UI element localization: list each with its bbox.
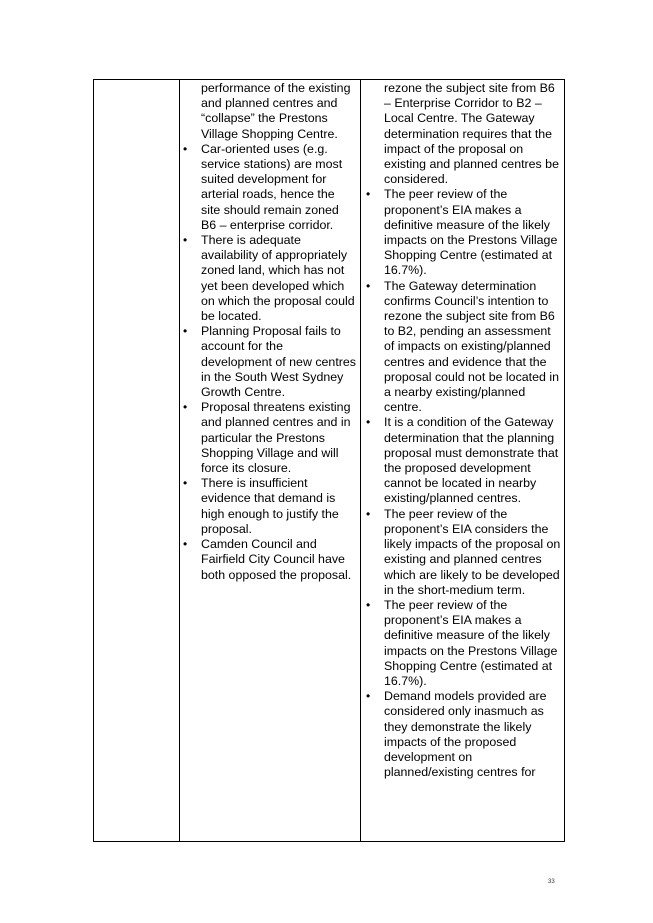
- list-item: • Camden Council and Fairfield City Council have both opposed the proposal.: [201, 537, 356, 583]
- list-item: • There is insufficient evidence that demand is high enough to justify the proposal.: [201, 476, 356, 537]
- list-item: • Proposal threatens existing and planned centres and in particular the Prestons Shopping Village and will force its closure.: [201, 400, 356, 476]
- response-continuation: rezone the subject site from B6 – Enterprise Corridor to B2 – Local Centre. The Gateway determination requires that the impact of the proposal on existing and planned centres be considered.: [384, 81, 559, 187]
- page-number: 33: [548, 879, 555, 885]
- list-item: • The peer review of the proponent’s EIA makes a definitive measure of the likely impacts on the Prestons Village Shopping Centre (estimated at 16.7%).: [384, 598, 562, 689]
- list-item: • The peer review of the proponent’s EIA makes a definitive measure of the likely impacts on the Prestons Village Shopping Centre (estimated at 16.7%).: [384, 187, 562, 278]
- issues-cell: [180, 80, 361, 842]
- issues-continuation: performance of the existing and planned centres and “collapse” the Prestons Village Shopping Centre.: [201, 81, 351, 141]
- response-list: [384, 187, 562, 780]
- list-item: • There is adequate availability of appropriately zoned land, which has not yet been developed which on which the proposal could be located.: [201, 233, 356, 324]
- issues-list: [201, 142, 356, 583]
- response-cell: [361, 80, 565, 842]
- list-item: • The Gateway determination confirms Council’s intention to rezone the subject site from B6 to B2, pending an assessment of impacts on existing/planned centres and evidence that the proposal could not be located in a nearby existing/planned centre.: [384, 279, 562, 416]
- list-item: • Demand models provided are considered only inasmuch as they demonstrate the likely impacts of the proposed development on planned/existing centres for: [384, 689, 562, 780]
- list-item: • It is a condition of the Gateway determination that the planning proposal must demonstrate that the proposed development cannot be located in nearby existing/planned centres.: [384, 415, 562, 506]
- list-item: • Planning Proposal fails to account for the development of new centres in the South West Sydney Growth Centre.: [201, 324, 356, 400]
- table-row: [94, 80, 565, 842]
- submitter-cell: [94, 80, 180, 842]
- submissions-table: [93, 79, 565, 842]
- list-item: • The peer review of the proponent’s EIA considers the likely impacts of the proposal on existing and planned centres which are likely to be developed in the short-medium term.: [384, 507, 562, 598]
- list-item: • Car-oriented uses (e.g. service stations) are most suited development for arterial roads, hence the site should remain zoned B6 – enterprise corridor.: [201, 142, 356, 233]
